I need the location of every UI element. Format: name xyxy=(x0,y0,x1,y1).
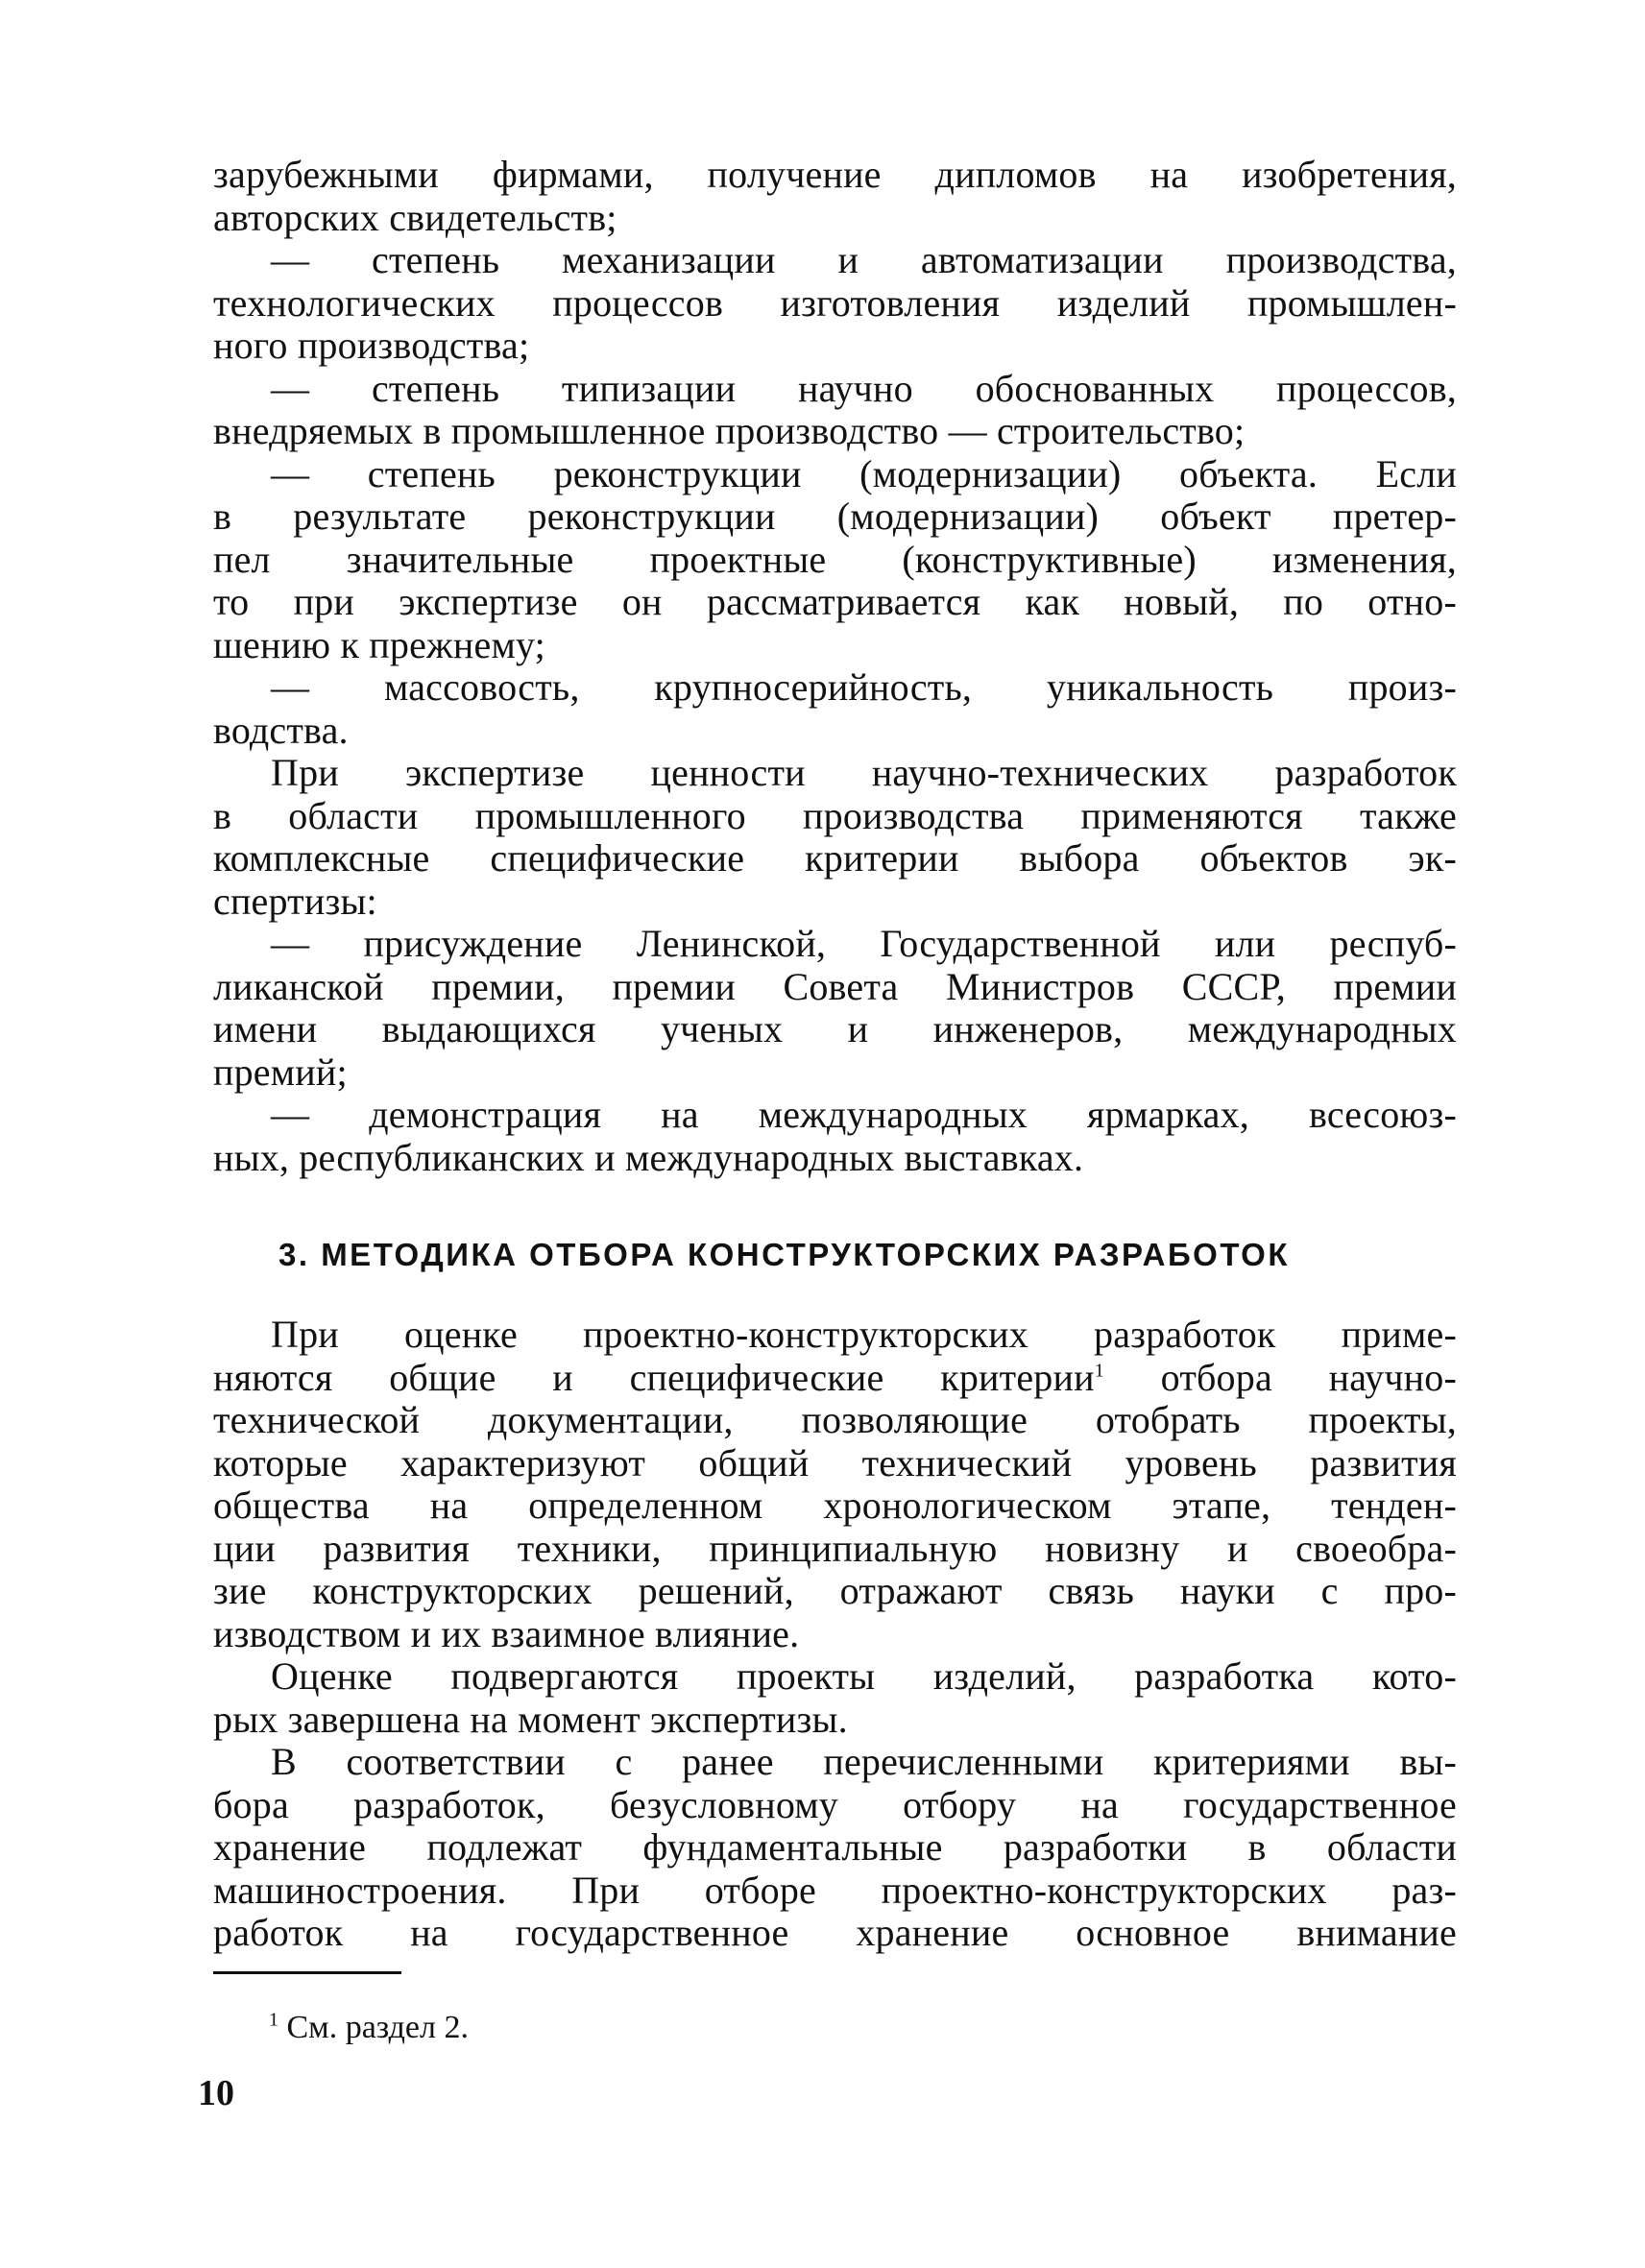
section-heading: 3. МЕТОДИКА ОТБОРА КОНСТРУКТОРСКИХ РАЗРАБОТОК xyxy=(278,1237,1290,1272)
text-line: авторских свидетельств; xyxy=(213,195,617,239)
text-line: в области промышленного производства применяются также xyxy=(213,793,1457,837)
footnote-text: См. раздел 2. xyxy=(278,2010,469,2045)
text-line: зие конструкторских решений, отражают связь науки с про- xyxy=(213,1569,1457,1612)
page-number: 10 xyxy=(198,2073,234,2113)
text-line: В соответствии с ранее перечисленными критериями вы- xyxy=(271,1740,1457,1783)
text-line: которые характеризуют общий технический уровень развития xyxy=(213,1440,1457,1484)
text-line: Оценке подвергаются проекты изделий, разработка кото- xyxy=(271,1654,1457,1698)
text-line: При оценке проектно-конструкторских разработок приме- xyxy=(271,1313,1457,1356)
text-line: — присуждение Ленинской, Государственной или респуб- xyxy=(271,922,1457,965)
text-line: спертизы: xyxy=(213,879,377,923)
text-line: — степень механизации и автоматизации производства, xyxy=(271,238,1457,281)
text-line: имени выдающихся ученых и инженеров, международных xyxy=(213,1007,1457,1050)
text-line: то при экспертизе он рассматривается как новый, по отно- xyxy=(213,580,1457,623)
text-line: в результате реконструкции (модернизации) объект претер- xyxy=(213,495,1457,538)
footnote-marker: 1 xyxy=(1094,1360,1104,1382)
text-fragment: няются общие и специфические критерии xyxy=(213,1355,1095,1399)
body-text-block-1 xyxy=(213,154,1457,1179)
text-line: ции развития техники, принципиальную новизну и своеобра- xyxy=(213,1526,1457,1570)
text-line: — степень типизации научно обоснованных процессов, xyxy=(271,366,1457,410)
text-line: работок на государственное хранение основное внимание xyxy=(213,1911,1457,1954)
text-line: изводством и их взаимное влияние. xyxy=(213,1611,800,1655)
text-line: премий; xyxy=(213,1050,348,1094)
text-line: общества на определенном хронологическом этапе, тенден- xyxy=(213,1484,1457,1527)
text-line: ных, республиканских и международных выставках. xyxy=(213,1135,1084,1179)
footnote xyxy=(269,2009,469,2047)
text-line: машиностроения. При отборе проектно-конструкторских раз- xyxy=(213,1868,1457,1912)
text-line: ликанской премии, премии Совета Министров СССР, премии xyxy=(213,964,1457,1008)
text-line: хранение подлежат фундаментальные разработки в области xyxy=(213,1825,1457,1869)
text-line: комплексные специфические критерии выбора объектов эк- xyxy=(213,836,1457,880)
text-line: водства. xyxy=(213,708,349,752)
text-line: пел значительные проектные (конструктивные) изменения, xyxy=(213,537,1457,581)
text-line: При экспертизе ценности научно-технических разработок xyxy=(271,751,1457,794)
text-line: — демонстрация на международных ярмарках, всесоюз- xyxy=(271,1093,1457,1136)
text-line: — массовость, крупносерийность, уникальность произ- xyxy=(271,665,1457,709)
text-line: технологических процессов изготовления изделий промышлен- xyxy=(213,280,1457,325)
text-line: внедряемых в промышленное производство — строительство; xyxy=(213,409,1246,452)
text-line: рых завершена на момент экспертизы. xyxy=(213,1697,848,1741)
text-line xyxy=(213,1357,1457,1400)
body-text-block-2 xyxy=(213,1314,1457,1955)
text-line: ного производства; xyxy=(213,324,530,367)
text-line: шению к прежнему; xyxy=(213,622,545,666)
text-fragment: отбора научно- xyxy=(1103,1355,1458,1399)
text-line: бора разработок, безусловному отбору на государственное xyxy=(213,1782,1457,1826)
text-line: зарубежными фирмами, получение дипломов на изобретения, xyxy=(213,153,1457,196)
text-line: — степень реконструкции (модернизации) объекта. Если xyxy=(271,451,1457,495)
footnote-divider xyxy=(213,1971,401,1974)
footnote-marker: 1 xyxy=(269,2009,278,2031)
text-line: технической документации, позволяющие отобрать проекты, xyxy=(213,1398,1457,1441)
